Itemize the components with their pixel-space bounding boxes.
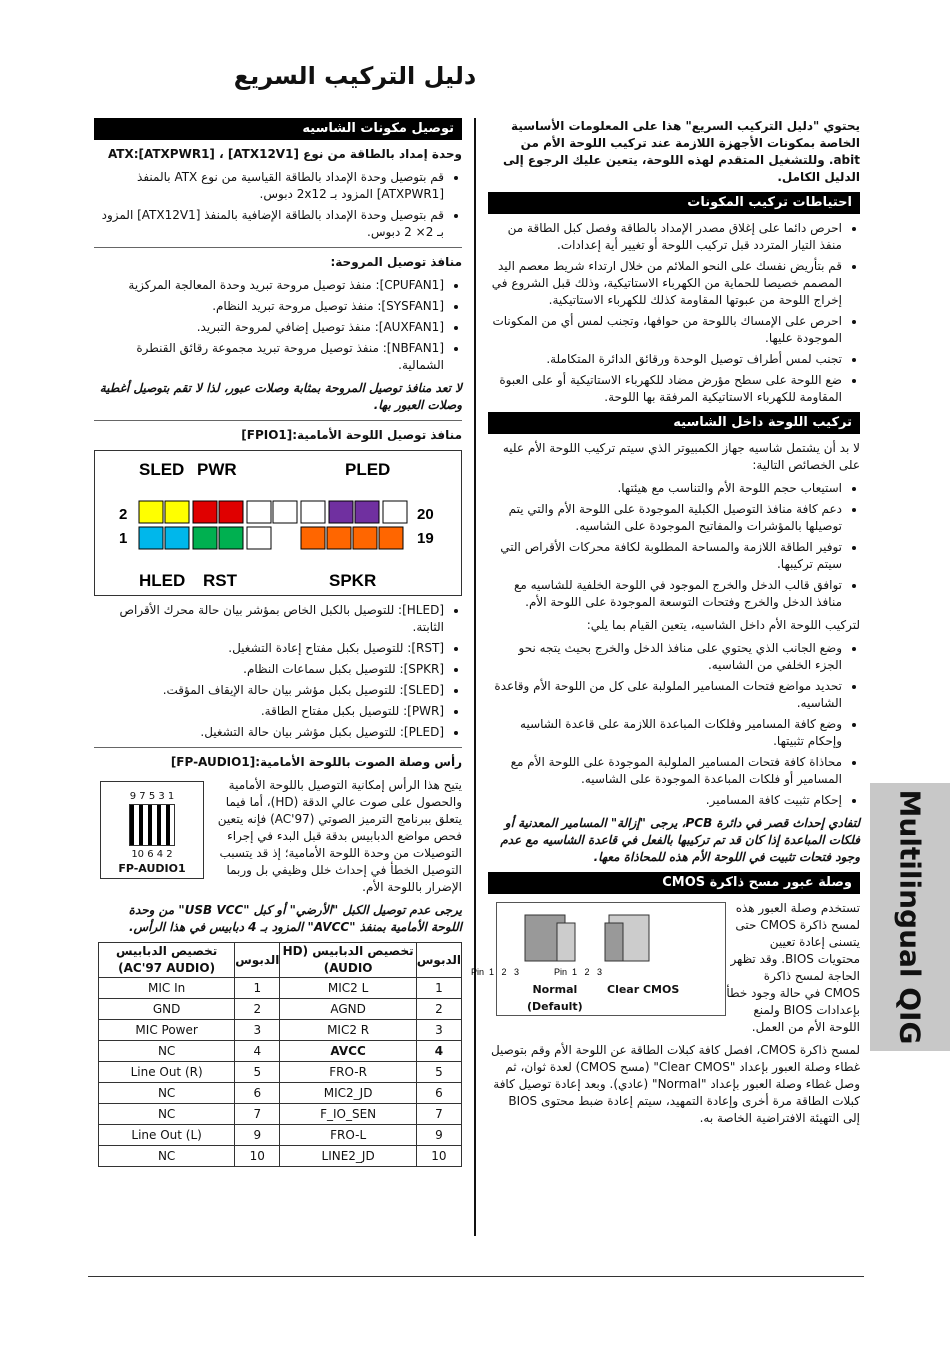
table-cell: 3 xyxy=(235,1020,280,1041)
install-intro: لتركيب اللوحة الأم داخل الشاسيه، يتعين القيام بما يلي: xyxy=(586,618,860,632)
audio-description: يتيح هذا الرأس إمكانية التوصيل باللوحة الأمامية والحصول على صوت عالي الدقة (HD)، أما فيما يتعلق ببرنامج الترميز الصوتي (AC'97) فإنه يتعين فحص مواضع الدبابيس بدقة قبل البدء في إجراء التوصيلات من وحدة اللوحة الأمامية؛ إذ قد يتسبب التوصيل الخطأ في إحداث خلل وظيفي بل وربما الإضرار باللوحة الأم. xyxy=(217,778,462,894)
list-item: • تحديد مواضع فتحات المسامير الملولبة على كل من اللوحة الأم وقاعدة الشاسيه. xyxy=(488,678,842,712)
table-cell: MIC2 L xyxy=(280,978,416,999)
rst-label: RST xyxy=(203,571,237,590)
table-cell: Line Out (L) xyxy=(99,1125,235,1146)
table-cell: AGND xyxy=(280,999,416,1020)
install-warning: لتفادي إحداث قصر في دائرة PCB، يرجى "إزالة" المسامير المعدنية أو فلكات المباعدة إذا كان قد تم تركيبها بالفعل في قاعدة الشاسيه مع عدم وجود فتحات تثبيت في اللوحة الأم هذه للمحاذاة معها. xyxy=(500,816,860,864)
table-cell: 7 xyxy=(235,1104,280,1125)
section-heading-cmos: وصلة عبور مسح ذاكرة CMOS xyxy=(488,872,860,894)
list-item: • [PLED]: للتوصيل بكبل مؤشر بيان حالة التشغيل. xyxy=(94,724,444,741)
fan-warning: لا تعد منافذ توصيل المروحة بمثابة وصلات عبور، لذا لا تقم بتوصيل أغطية وصلات العبور بها. xyxy=(99,381,462,412)
table-cell: GND xyxy=(99,999,235,1020)
table-row xyxy=(99,1146,462,1167)
table-row xyxy=(99,1041,462,1062)
list-item: • احرص على الإمساك باللوحة من حوافها، وتجنب لمس أي من المكونات الموجودة عليها. xyxy=(488,313,842,347)
table-cell: 9 xyxy=(416,1125,461,1146)
table-cell: 1 xyxy=(416,978,461,999)
precautions-list xyxy=(488,220,860,406)
list-item: • [RST]: للتوصيل بكبل مفتاح إعادة التشغيل. xyxy=(94,640,444,657)
table-cell: 6 xyxy=(416,1083,461,1104)
audio-pin-table xyxy=(98,942,462,1167)
pin-2-label: 2 xyxy=(119,506,128,523)
list-item: • ضع اللوحة على سطح مؤرض مضاد للكهرباء الاستاتيكية أو على العبوة المقاومة للكهرباء الاستاتيكية المرفقة بها اللوحة. xyxy=(488,372,842,406)
cmos-steps: لمسح ذاكرة CMOS، افصل كافة كبلات الطاقة عن اللوحة الأم وقم بتوصيل غطاء وصلة العبور بإعداد "Clear CMOS" (مسح CMOS) لعدة ثوان، ثم وصل غطاء وصلة العبور بإعداد "Normal" (عادي). وبعد إعادة توصيل كافة كبلات الطاقة مرة أخرى وإعادة التمهيد، سيتم إعادة ضبط محتوى BIOS إلى التهيئة الافتراضية الخاصة به. xyxy=(490,1043,860,1125)
table-cell: 4 xyxy=(416,1041,461,1062)
table-cell: MIC Power xyxy=(99,1020,235,1041)
audio-header-name: FP-AUDIO1 xyxy=(118,862,186,875)
fpio-list xyxy=(94,602,462,741)
list-item: • إحكام تثبيت كافة المسامير. xyxy=(488,792,842,809)
pin-19-label: 19 xyxy=(417,530,434,547)
fan-heading: منافذ توصيل المروحة: xyxy=(330,255,462,269)
list-item: • قم بتوصيل وحدة الإمداد بالطاقة القياسية من نوع ATX بالمنفذ [ATXPWR1] المزود بـ 2x12 دبوس. xyxy=(94,169,444,203)
table-row xyxy=(99,978,462,999)
right-column xyxy=(470,118,860,1133)
table-cell: NC xyxy=(99,1083,235,1104)
table-cell: 1 xyxy=(235,978,280,999)
list-item: • توافق قالب الدخل والخرج الموجود في اللوحة الخلفية للشاسيه مع منافذ الدخل والخرج وفتحات التوسعة الموجودة على اللوحة الأم. xyxy=(488,577,842,611)
fpio-pin-graphic xyxy=(95,451,461,595)
table-row xyxy=(99,1104,462,1125)
column-divider xyxy=(474,118,476,1236)
table-row xyxy=(99,1020,462,1041)
table-cell: 7 xyxy=(416,1104,461,1125)
hled-label: HLED xyxy=(139,571,186,590)
audio-warning: يرجى عدم توصيل الكبل "الأرضي" أو كبل "USB VCC" من وحدة اللوحة الأمامية بمنفذ "AVCC" المزود بـ 4 دبابيس في هذا الرأس. xyxy=(128,903,462,934)
cmos-clear-label: Clear CMOS xyxy=(607,983,680,996)
audio-heading: رأس وصلة الصوت باللوحة الأمامية:[FP-AUDIO1] xyxy=(170,755,462,769)
fan-list xyxy=(94,277,462,374)
language-side-tab xyxy=(870,783,950,1051)
table-row xyxy=(99,999,462,1020)
col-header-hd: تخصيص الدبابيس (HD AUDIO) xyxy=(280,943,416,978)
pwr-label: PWR xyxy=(197,460,237,479)
list-item: • [SPKR]: للتوصيل بكبل سماعات النظام. xyxy=(94,661,444,678)
page-title: دليل التركيب السريع xyxy=(233,62,477,90)
table-cell: 2 xyxy=(235,999,280,1020)
col-header-pin: الدبوس xyxy=(416,943,461,978)
list-item: • [PWR]: للتوصيل بكبل مفتاح الطاقة. xyxy=(94,703,444,720)
list-item: • دعم كافة منافذ التوصيل الكبلية الموجودة على اللوحة الأم والتي يتم توصيلها بالمؤشرات والمفاتيح الموجودة على الشاسيه. xyxy=(488,501,842,535)
table-cell: LINE2_JD xyxy=(280,1146,416,1167)
audio-bottom-pins: 10 6 4 2 xyxy=(131,849,173,860)
table-cell: 2 xyxy=(416,999,461,1020)
list-item: • استيعاب حجم اللوحة الأم والتناسب مع هيئتها. xyxy=(488,480,842,497)
table-row xyxy=(99,1062,462,1083)
divider xyxy=(94,747,462,748)
table-cell: 9 xyxy=(235,1125,280,1146)
table-cell: 5 xyxy=(235,1062,280,1083)
pin-label: Pin 1 2 3 xyxy=(470,967,519,977)
list-item: • [SYSFAN1]: منفذ توصيل مروحة تبريد النظام. xyxy=(94,298,444,315)
table-cell: NC xyxy=(99,1146,235,1167)
table-cell: AVCC xyxy=(280,1041,416,1062)
table-cell: MIC2 R xyxy=(280,1020,416,1041)
list-item: • [AUXFAN1]: منفذ توصيل إضافي لمروحة التبريد. xyxy=(94,319,444,336)
power-heading: وحدة إمداد بالطاقة من نوع ATX:[ATXPWR1] ، [ATX12V1] xyxy=(107,147,462,161)
default-text: (Default) xyxy=(527,1000,583,1013)
list-item: • وضع كافة المسامير وفلكات المباعدة اللازمة على قاعدة الشاسيه وإحكام تثبيتها. xyxy=(488,716,842,750)
table-cell: MIC In xyxy=(99,978,235,999)
list-item: • احرص دائما على إغلاق مصدر الإمداد بالطاقة وفصل كبل الطاقة من منفذ التيار المتردد قبل تركيب اللوحة أو تغيير أية إعدادات. xyxy=(488,220,842,254)
table-row xyxy=(99,1125,462,1146)
spkr-label: SPKR xyxy=(329,571,377,590)
list-item: • قم بتوصيل وحدة الإمداد بالطاقة الإضافية بالمنفذ [ATX12V1] المزود بـ 2× 2 دبوس. xyxy=(94,207,444,241)
table-cell: 3 xyxy=(416,1020,461,1041)
list-item: • قم بتأريض نفسك على النحو الملائم من خلال ارتداء شريط معصم اليد المصمم خصيصا للحماية من الكهرباء الاستاتيكية، وذلك قبل الشروع في إخراج اللوحة من عبوتها المقاومة كذلك للكهرباء الاستاتيكية. xyxy=(488,258,842,309)
list-item: • [HLED]: للتوصيل بالكبل الخاص بمؤشر بيان حالة محرك الأقراص الثابتة. xyxy=(94,602,444,636)
list-item: • [NBFAN1]: منفذ توصيل مروحة تبريد مجموعة رقائق القنطرة الشمالية. xyxy=(94,340,444,374)
list-item: • [SLED]: للتوصيل بكبل مؤشر بيان حالة الإيقاف المؤقت. xyxy=(94,682,444,699)
footer-rule xyxy=(88,1276,864,1277)
divider xyxy=(94,420,462,421)
chassis-requirements xyxy=(488,480,860,611)
table-cell: FRO-L xyxy=(280,1125,416,1146)
table-cell: Line Out (R) xyxy=(99,1062,235,1083)
side-tab-label: Multilingual QIG xyxy=(893,789,927,1045)
col-header-pin: الدبوس xyxy=(235,943,280,978)
table-cell: 4 xyxy=(235,1041,280,1062)
section-heading-chassis: تركيب اللوحة داخل الشاسيه xyxy=(488,412,860,434)
section-heading-chassis-connect: توصيل مكونات الشاسيه xyxy=(94,118,462,140)
table-cell: NC xyxy=(99,1104,235,1125)
table-cell: F_IO_SEN xyxy=(280,1104,416,1125)
table-cell: 10 xyxy=(416,1146,461,1167)
install-steps xyxy=(488,640,860,809)
pin-20-label: 20 xyxy=(417,506,434,523)
fp-audio-diagram xyxy=(100,781,204,879)
col-header-ac97: تخصيص الدبابيس (AC'97 AUDIO) xyxy=(99,943,235,978)
power-list xyxy=(94,169,462,241)
sled-label: SLED xyxy=(139,460,185,479)
list-item: • وضع الجانب الذي يحتوي على منافذ الدخل والخرج بحيث يتجه نحو الجزء الخلفي من الشاسيه. xyxy=(488,640,842,674)
pled-label: PLED xyxy=(345,460,391,479)
list-item: • توفير الطاقة اللازمة والمساحة المطلوبة لكافة محركات الأقراص التي سيتم تركيبها. xyxy=(488,539,842,573)
divider xyxy=(94,247,462,248)
pin-1-label: 1 xyxy=(119,530,128,547)
normal-text: Normal xyxy=(532,983,578,996)
table-cell: 10 xyxy=(235,1146,280,1167)
chassis-intro: لا بد أن يشتمل شاسيه جهاز الكمبيوتر الذي سيتم تركيب اللوحة الأم عليه على الخصائص التالية: xyxy=(502,441,860,472)
table-cell: 6 xyxy=(235,1083,280,1104)
section-heading-precautions: احتياطات تركيب المكونات xyxy=(488,192,860,214)
cmos-description: تستخدم وصلة العبور هذه لمسح ذاكرة CMOS حتى يتسنى إعادة تعيين محتويات BIOS. وقد تظهر الحاجة لمسح ذاكرة CMOS في حالة وجود خطأ بإعدادات BIOS ولمنع اللوحة الأم من العمل. xyxy=(726,901,860,1034)
cmos-jumper-diagram xyxy=(470,902,726,1016)
left-column xyxy=(94,118,462,1167)
cmos-normal-label xyxy=(527,981,583,1015)
fpio-heading: منافذ توصيل اللوحة الأمامية:[FPIO1] xyxy=(241,428,462,442)
list-item: • تجنب لمس أطراف توصيل الوحدة ورقائق الدائرة المتكاملة. xyxy=(488,351,842,368)
table-row xyxy=(99,1083,462,1104)
table-cell: MIC2_JD xyxy=(280,1083,416,1104)
pin-label: Pin 1 2 3 xyxy=(553,967,602,977)
fpio-diagram xyxy=(94,450,462,596)
list-item: • [CPUFAN1]: منفذ توصيل مروحة تبريد وحدة المعالجة المركزية xyxy=(94,277,444,294)
audio-header-graphic xyxy=(129,804,175,846)
table-cell: 5 xyxy=(416,1062,461,1083)
intro-paragraph: يحتوي "دليل التركيب السريع" هذا على المعلومات الأساسية الخاصة بمكونات الأجهزة اللازمة عند تركيب اللوحة الأم من abit. وللتشغيل المتقدم لهذه اللوحة، يتعين عليك الرجوع إلى الدليل الكامل. xyxy=(502,119,860,184)
list-item: • محاذاة كافة فتحات المسامير الملولبة الموجودة على اللوحة الأم مع المسامير أو فلكات المباعدة الموجودة على الشاسيه. xyxy=(488,754,842,788)
table-cell: FRO-R xyxy=(280,1062,416,1083)
audio-top-pins: 9 7 5 3 1 xyxy=(129,791,175,802)
table-cell: NC xyxy=(99,1041,235,1062)
